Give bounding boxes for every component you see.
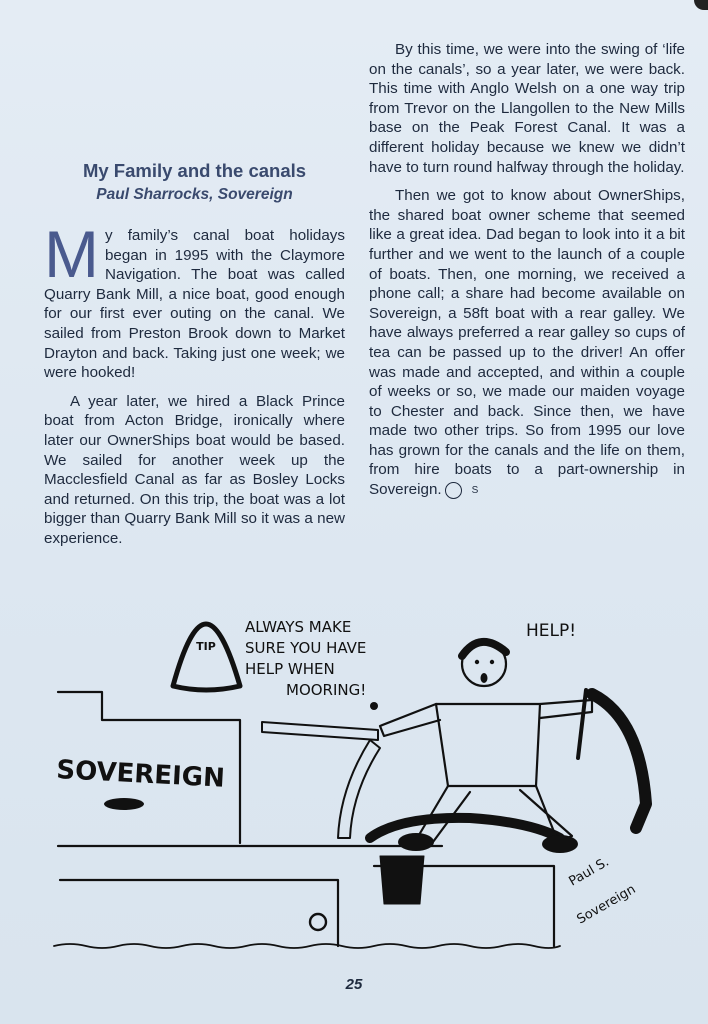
- caption-line-2: SURE YOU HAVE: [245, 639, 367, 657]
- paragraph-1: [44, 217, 345, 383]
- person-mouth: [481, 673, 488, 683]
- boat-emblem: [104, 798, 144, 810]
- paragraph-2: A year later, we hired a Black Prince boat from Acton Bridge, ironically where later our OwnerShips boat would be based. We sailed for another week up the Macclesfield Canal as far as Bosley Locks and returned. On this trip, the boat was a lot bigger than Quarry Bank Mill so it was a new experience.: [44, 392, 345, 547]
- signature-line-2: Sovereign: [574, 881, 639, 928]
- bird: [370, 702, 378, 710]
- tiller-arm: [262, 722, 378, 740]
- tip-sign-triangle: [173, 624, 240, 690]
- caption-line-3: HELP WHEN: [245, 660, 335, 678]
- fender-basket: [380, 856, 424, 904]
- paragraph-3: By this time, we were into the swing of ‘life on the canals’, so a year later, we were back. This time with Anglo Welsh on a one way trip from Trevor on the Llangollen to the New Mills base on the Peak Forest Canal. It was a different holiday because we knew we didn’t have to turn round halfway through the holiday.: [369, 41, 685, 176]
- cartoon-drawing: [40, 608, 680, 960]
- cartoon-illustration: [40, 608, 680, 960]
- boat-name: SOVEREIGN: [55, 755, 226, 794]
- end-of-article-mark: S: [445, 482, 462, 499]
- person-shoe-right: [542, 835, 578, 853]
- tiller-post: [338, 740, 380, 838]
- rope-coil: [592, 694, 646, 828]
- page-number: 25: [345, 976, 363, 993]
- person-hair: [462, 642, 506, 656]
- caption-line-1: ALWAYS MAKE: [245, 618, 352, 636]
- signature-line-1: Paul S.: [566, 854, 612, 890]
- paragraph-4: [369, 186, 685, 500]
- person-eye-left: [475, 660, 479, 664]
- left-column: [44, 217, 345, 558]
- right-column: [369, 40, 685, 509]
- boat-hull: [60, 880, 338, 946]
- water-line: [54, 944, 560, 948]
- caption-line-4: MOORING!: [286, 681, 367, 699]
- article-byline: Paul Sharrocks, Sovereign: [96, 186, 293, 203]
- tip-sign-text: TIP: [196, 640, 216, 653]
- person-shoe-left: [398, 833, 434, 851]
- water-creature: [310, 914, 326, 930]
- person-body: [436, 704, 540, 786]
- help-shout: HELP!: [526, 621, 577, 641]
- page-corner-shadow: [694, 0, 708, 10]
- paragraph-4-text: Then we got to know about OwnerShips, the shared boat owner scheme that seemed like a great idea. Dad began to look into it a bit further and we went to the launch of a couple of boats. Then, one morning, we received a phone call; a share had become available on Sovereign, a 58ft boat with a rear galley. We have always preferred a rear galley so cups of tea can be passed up to the driver! An offer was made and accepted, and within a couple of weeks or so, we made our maiden voyage to Chester and back. Since then, we have made two other trips. So from 1995 our love has grown for the canals and the life on them, from hire boats to a part-ownership in Sovereign.: [369, 187, 685, 499]
- person-arm-left: [380, 704, 440, 736]
- drop-cap: M: [44, 217, 99, 291]
- article-title: My Family and the canals: [82, 160, 307, 181]
- person-eye-right: [490, 660, 494, 664]
- mooring-rope: [370, 818, 560, 838]
- paragraph-1-text: y family’s canal boat holidays began in 1995 with the Claymore Navigation. The boat was called Quarry Bank Mill, a nice boat, good enough for our first ever outing on the canal. We sailed from Preston Brook down to Market Drayton and back. Taking just one week; we were hooked!: [44, 227, 345, 382]
